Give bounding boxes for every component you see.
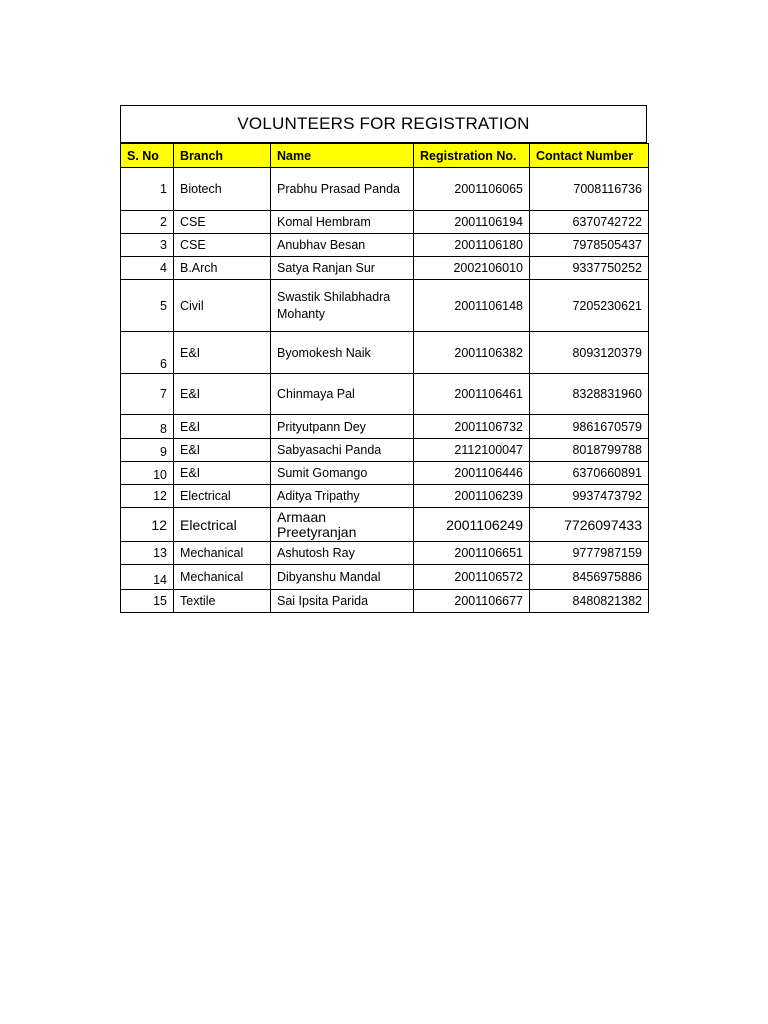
header-sno: S. No [121, 144, 174, 168]
cell-branch: Mechanical [174, 542, 271, 565]
cell-name: Prabhu Prasad Panda [271, 168, 414, 211]
cell-contact: 6370742722 [530, 211, 649, 234]
cell-registration: 2001106065 [414, 168, 530, 211]
cell-registration: 2001106461 [414, 374, 530, 415]
cell-branch: CSE [174, 211, 271, 234]
cell-name: Komal Hembram [271, 211, 414, 234]
cell-sno: 12 [121, 508, 174, 542]
cell-branch: Civil [174, 280, 271, 332]
cell-branch: Mechanical [174, 565, 271, 590]
cell-sno: 9 [121, 439, 174, 462]
cell-sno: 1 [121, 168, 174, 211]
cell-name: Anubhav Besan [271, 234, 414, 257]
cell-sno: 6 [121, 332, 174, 374]
table-row [121, 508, 649, 542]
cell-branch: Electrical [174, 508, 271, 542]
table-row [121, 374, 649, 415]
cell-branch: E&I [174, 374, 271, 415]
header-contact: Contact Number [530, 144, 649, 168]
cell-registration: 2112100047 [414, 439, 530, 462]
table-row [121, 234, 649, 257]
cell-sno: 13 [121, 542, 174, 565]
cell-contact: 7008116736 [530, 168, 649, 211]
cell-sno: 7 [121, 374, 174, 415]
sheet-title: VOLUNTEERS FOR REGISTRATION [120, 105, 647, 143]
table-row [121, 590, 649, 613]
cell-branch: Biotech [174, 168, 271, 211]
table-row [121, 485, 649, 508]
table-row [121, 565, 649, 590]
cell-contact: 8018799788 [530, 439, 649, 462]
cell-branch: Textile [174, 590, 271, 613]
cell-sno: 3 [121, 234, 174, 257]
table-row [121, 542, 649, 565]
cell-registration: 2001106239 [414, 485, 530, 508]
cell-contact: 8480821382 [530, 590, 649, 613]
cell-registration: 2001106249 [414, 508, 530, 542]
table-row [121, 257, 649, 280]
cell-registration: 2001106180 [414, 234, 530, 257]
cell-name: Ashutosh Ray [271, 542, 414, 565]
cell-contact: 7726097433 [530, 508, 649, 542]
header-branch: Branch [174, 144, 271, 168]
cell-sno: 2 [121, 211, 174, 234]
cell-sno: 14 [121, 565, 174, 590]
cell-name: Satya Ranjan Sur [271, 257, 414, 280]
cell-name: Dibyanshu Mandal [271, 565, 414, 590]
cell-contact: 8328831960 [530, 374, 649, 415]
cell-name: Swastik Shilabhadra Mohanty [271, 280, 414, 332]
volunteer-sheet [120, 105, 648, 613]
cell-branch: E&I [174, 462, 271, 485]
cell-contact: 9777987159 [530, 542, 649, 565]
cell-branch: E&I [174, 415, 271, 439]
cell-name: Sabyasachi Panda [271, 439, 414, 462]
table-row [121, 415, 649, 439]
cell-branch: E&I [174, 439, 271, 462]
cell-registration: 2001106446 [414, 462, 530, 485]
header-registration: Registration No. [414, 144, 530, 168]
cell-registration: 2001106677 [414, 590, 530, 613]
cell-contact: 7978505437 [530, 234, 649, 257]
cell-contact: 9337750252 [530, 257, 649, 280]
volunteer-table [120, 143, 649, 613]
table-row [121, 280, 649, 332]
cell-name: Byomokesh Naik [271, 332, 414, 374]
table-row [121, 168, 649, 211]
header-row [121, 144, 649, 168]
cell-name: Aditya Tripathy [271, 485, 414, 508]
cell-branch: E&I [174, 332, 271, 374]
cell-contact: 8093120379 [530, 332, 649, 374]
cell-sno: 8 [121, 415, 174, 439]
cell-registration: 2001106651 [414, 542, 530, 565]
header-name: Name [271, 144, 414, 168]
table-row [121, 462, 649, 485]
cell-registration: 2001106148 [414, 280, 530, 332]
table-row [121, 332, 649, 374]
cell-registration: 2001106572 [414, 565, 530, 590]
cell-contact: 9861670579 [530, 415, 649, 439]
cell-sno: 5 [121, 280, 174, 332]
cell-name: Sumit Gomango [271, 462, 414, 485]
cell-branch: B.Arch [174, 257, 271, 280]
cell-sno: 15 [121, 590, 174, 613]
cell-contact: 8456975886 [530, 565, 649, 590]
cell-name: Prityutpann Dey [271, 415, 414, 439]
cell-registration: 2001106732 [414, 415, 530, 439]
cell-registration: 2002106010 [414, 257, 530, 280]
cell-contact: 6370660891 [530, 462, 649, 485]
cell-registration: 2001106382 [414, 332, 530, 374]
cell-name: Chinmaya Pal [271, 374, 414, 415]
cell-sno: 10 [121, 462, 174, 485]
cell-name: Armaan Preetyranjan [271, 508, 414, 542]
cell-sno: 12 [121, 485, 174, 508]
cell-sno: 4 [121, 257, 174, 280]
cell-branch: CSE [174, 234, 271, 257]
cell-contact: 7205230621 [530, 280, 649, 332]
cell-contact: 9937473792 [530, 485, 649, 508]
table-row [121, 211, 649, 234]
cell-name: Sai Ipsita Parida [271, 590, 414, 613]
cell-registration: 2001106194 [414, 211, 530, 234]
cell-branch: Electrical [174, 485, 271, 508]
table-row [121, 439, 649, 462]
